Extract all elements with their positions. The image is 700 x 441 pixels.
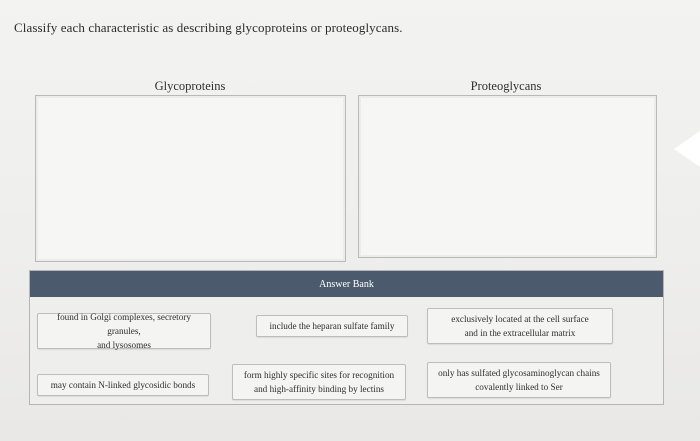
glycoproteins-drop-zone[interactable] — [35, 95, 346, 262]
answer-chip-line: may contain N-linked glycosidic bonds — [50, 380, 196, 390]
answer-chip-text — [438, 366, 600, 394]
answer-chip[interactable] — [256, 315, 408, 337]
answer-chip-text — [44, 310, 204, 352]
answer-chip-line: form highly specific sites for recognition — [243, 370, 395, 380]
proteoglycans-label: Proteoglycans — [470, 79, 542, 93]
answer-chip[interactable] — [37, 374, 209, 396]
answer-chip-line: found in Golgi complexes, secretory granules, — [57, 312, 191, 336]
answer-chip-line: covalently linked to Ser — [475, 382, 563, 392]
answer-chip-line: only has sulfated glycosaminoglycan chains — [438, 368, 600, 378]
answer-bank — [29, 270, 664, 405]
answer-bank-header: Answer Bank — [30, 271, 663, 297]
answer-chip-line: exclusively located at the cell surface — [451, 314, 589, 324]
answer-chip-line: and in the extracellular matrix — [464, 328, 576, 338]
answer-chip-text — [451, 312, 589, 340]
answer-chip-text — [244, 368, 394, 396]
answer-chip[interactable] — [427, 362, 611, 398]
answer-chip[interactable] — [37, 313, 211, 349]
answer-chip[interactable] — [427, 308, 613, 344]
answer-chip-line: and lysosomes — [97, 340, 151, 350]
answer-chip-line: and high-affinity binding by lectins — [254, 384, 384, 394]
proteoglycans-drop-zone[interactable] — [358, 95, 657, 258]
glycoproteins-label: Glycoproteins — [154, 79, 226, 93]
answer-chip-line: include the heparan sulfate family — [269, 321, 395, 331]
question-prompt: Classify each characteristic as describing glycoproteins or proteoglycans. — [14, 20, 403, 35]
collapse-arrow-icon[interactable] — [674, 131, 700, 167]
answer-chip[interactable] — [232, 364, 406, 400]
